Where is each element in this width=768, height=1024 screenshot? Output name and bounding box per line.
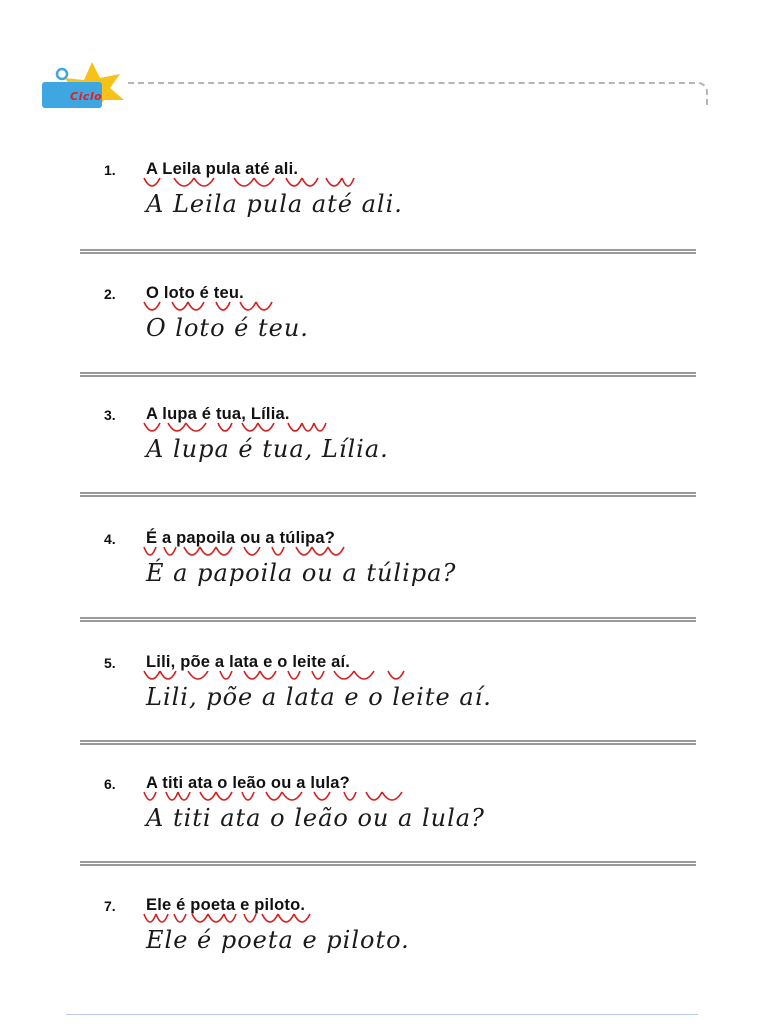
worksheet-header — [40, 60, 720, 120]
divider — [80, 492, 696, 497]
exercise-number: 5. — [104, 655, 116, 671]
exercise-number: 2. — [104, 286, 116, 302]
cursive-sentence: O loto é teu. — [146, 314, 309, 342]
exercise-sentence: Ele é poeta e piloto. — [146, 896, 306, 914]
cursive-sentence: Ele é poeta e piloto. — [146, 926, 410, 954]
exercise-sentence: A titi ata o leão ou a lula? — [146, 774, 350, 792]
cursive-sentence: A titi ata o leão ou a lula? — [146, 804, 485, 832]
exercise-sentence: É a papoila ou a túlipa? — [146, 529, 336, 547]
divider — [80, 249, 696, 254]
cursive-sentence: Lili, põe a lata e o leite aí. — [146, 683, 492, 711]
divider — [80, 861, 696, 866]
cursive-sentence: É a papoila ou a túlipa? — [146, 559, 457, 587]
exercise-sentence: A lupa é tua, Lília. — [146, 405, 290, 423]
logo-text: Ciclo — [70, 90, 103, 103]
exercise-sentence: Lili, põe a lata e o leite aí. — [146, 653, 351, 671]
ciclo-logo — [40, 60, 140, 112]
exercise-number: 3. — [104, 407, 116, 423]
footer-line — [66, 1014, 698, 1015]
exercise-number: 7. — [104, 898, 116, 914]
exercise-number: 4. — [104, 531, 116, 547]
cursive-sentence: A lupa é tua, Lília. — [146, 435, 389, 463]
exercise-number: 1. — [104, 162, 116, 178]
divider — [80, 740, 696, 745]
cursive-sentence: A Leila pula até ali. — [146, 190, 403, 218]
exercise-number: 6. — [104, 776, 116, 792]
divider — [80, 617, 696, 622]
exercise-sentence: O loto é teu. — [146, 284, 244, 302]
exercise-sentence: A Leila pula até ali. — [146, 160, 299, 178]
divider — [80, 372, 696, 377]
